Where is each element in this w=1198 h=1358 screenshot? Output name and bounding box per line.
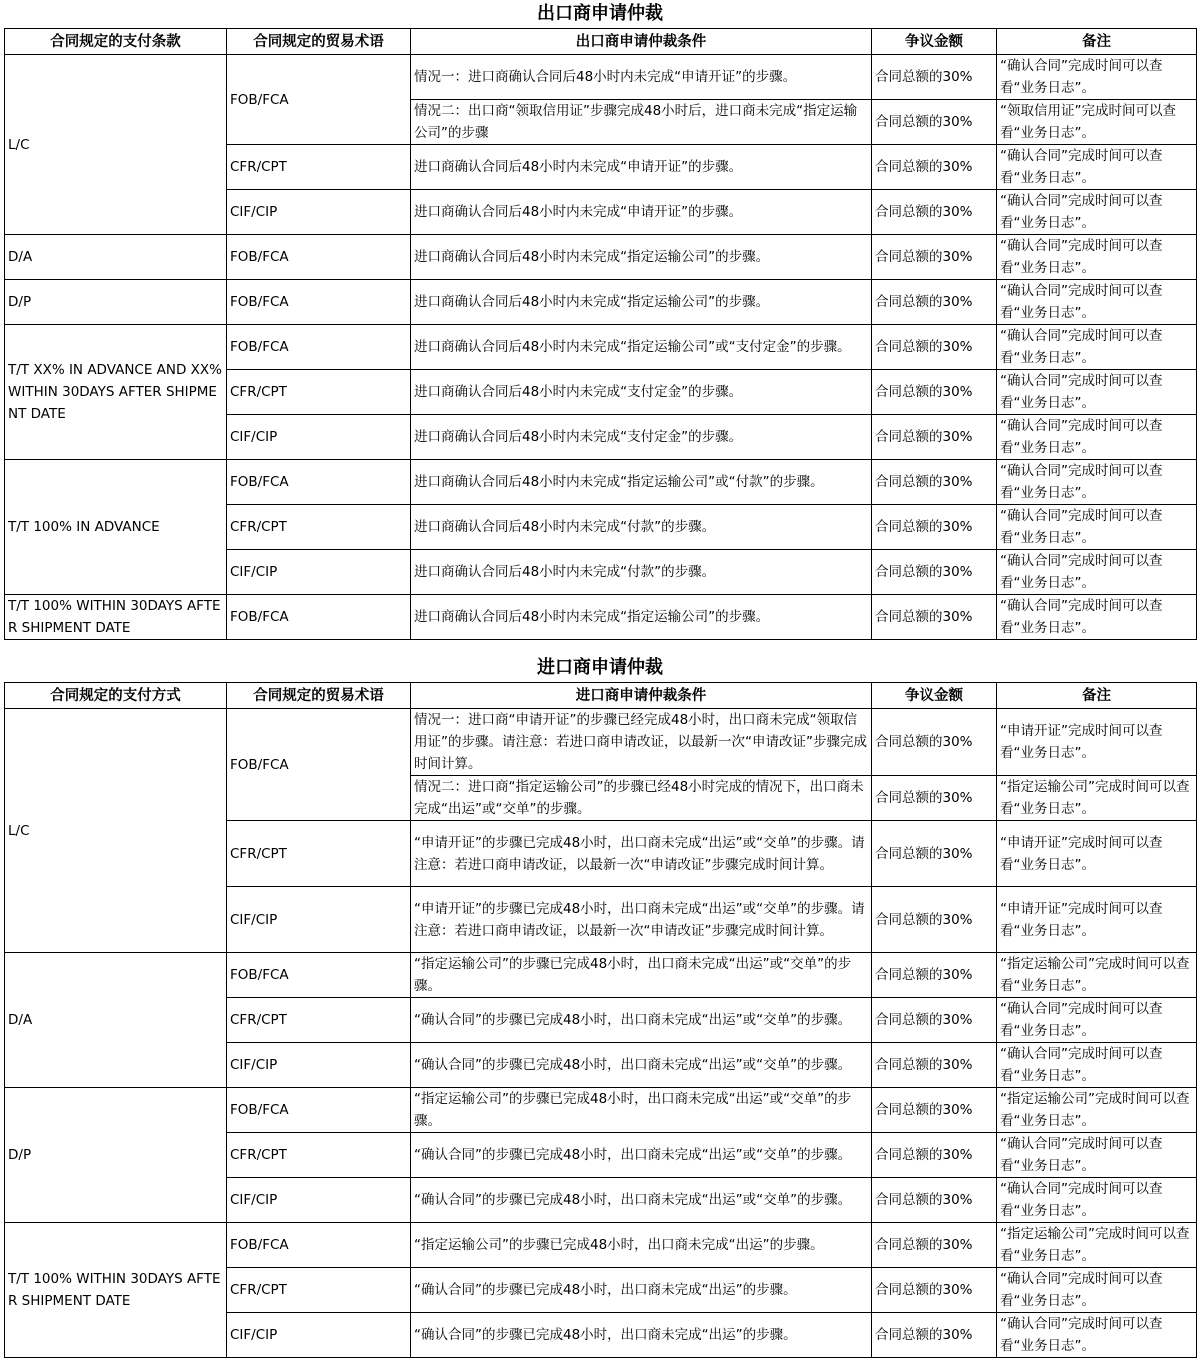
amount-cell: 合同总额的30% xyxy=(872,505,997,550)
import-section-title: 进口商申请仲裁 xyxy=(537,657,663,678)
amount-cell: 合同总额的30% xyxy=(872,887,997,953)
trade-term-cell: FOB/FCA xyxy=(227,460,411,505)
trade-term-cell: FOB/FCA xyxy=(227,709,411,821)
table-row xyxy=(5,325,1197,370)
condition-cell: 进口商确认合同后48小时内未完成“指定运输公司”的步骤。 xyxy=(411,235,872,280)
table-row xyxy=(5,709,1197,776)
table-row xyxy=(5,595,1197,640)
amount-cell: 合同总额的30% xyxy=(872,145,997,190)
amount-cell: 合同总额的30% xyxy=(872,55,997,100)
payment-cell: D/P xyxy=(5,1088,227,1223)
payment-cell: T/T 100% IN ADVANCE xyxy=(5,460,227,595)
condition-cell: “指定运输公司”的步骤已完成48小时，出口商未完成“出运”或“交单”的步骤。 xyxy=(411,953,872,998)
export-section-title: 出口商申请仲裁 xyxy=(537,3,663,24)
payment-cell: L/C xyxy=(5,55,227,235)
note-cell: “确认合同”完成时间可以查看“业务日志”。 xyxy=(997,280,1197,325)
amount-cell: 合同总额的30% xyxy=(872,1268,997,1313)
amount-cell: 合同总额的30% xyxy=(872,1043,997,1088)
amount-cell: 合同总额的30% xyxy=(872,821,997,887)
amount-cell: 合同总额的30% xyxy=(872,235,997,280)
trade-term-cell: CFR/CPT xyxy=(227,821,411,887)
note-cell: “确认合同”完成时间可以查看“业务日志”。 xyxy=(997,998,1197,1043)
payment-cell: D/A xyxy=(5,235,227,280)
amount-cell: 合同总额的30% xyxy=(872,460,997,505)
condition-cell: “确认合同”的步骤已完成48小时，出口商未完成“出运”或“交单”的步骤。 xyxy=(411,998,872,1043)
header-amount: 争议金额 xyxy=(872,683,997,709)
header-amount: 争议金额 xyxy=(872,29,997,55)
trade-term-cell: CFR/CPT xyxy=(227,1133,411,1178)
note-cell: “指定运输公司”完成时间可以查看“业务日志”。 xyxy=(997,1223,1197,1268)
trade-term-cell: CFR/CPT xyxy=(227,1268,411,1313)
condition-cell: “申请开证”的步骤已完成48小时，出口商未完成“出运”或“交单”的步骤。请注意：若进口商申请改证，以最新一次“申请改证”步骤完成时间计算。 xyxy=(411,887,872,953)
trade-term-cell: CIF/CIP xyxy=(227,1043,411,1088)
header-payment: 合同规定的支付条款 xyxy=(5,29,227,55)
amount-cell: 合同总额的30% xyxy=(872,550,997,595)
trade-term-cell: CIF/CIP xyxy=(227,887,411,953)
amount-cell: 合同总额的30% xyxy=(872,415,997,460)
note-cell: “指定运输公司”完成时间可以查看“业务日志”。 xyxy=(997,1088,1197,1133)
amount-cell: 合同总额的30% xyxy=(872,1313,997,1358)
note-cell: “确认合同”完成时间可以查看“业务日志”。 xyxy=(997,235,1197,280)
condition-cell: 进口商确认合同后48小时内未完成“支付定金”的步骤。 xyxy=(411,415,872,460)
header-payment: 合同规定的支付方式 xyxy=(5,683,227,709)
condition-cell: 进口商确认合同后48小时内未完成“支付定金”的步骤。 xyxy=(411,370,872,415)
trade-term-cell: FOB/FCA xyxy=(227,1088,411,1133)
condition-cell: 情况一：进口商“申请开证”的步骤已经完成48小时，出口商未完成“领取信用证”的步骤。请注意：若进口商申请改证，以最新一次“申请改证”步骤完成时间计算。 xyxy=(411,709,872,776)
amount-cell: 合同总额的30% xyxy=(872,280,997,325)
table-row xyxy=(5,460,1197,505)
header-trade-term: 合同规定的贸易术语 xyxy=(227,683,411,709)
table-row xyxy=(5,953,1197,998)
payment-cell: T/T 100% WITHIN 30DAYS AFTER SHIPMENT DATE xyxy=(5,595,227,640)
note-cell: “确认合同”完成时间可以查看“业务日志”。 xyxy=(997,1043,1197,1088)
condition-cell: “确认合同”的步骤已完成48小时，出口商未完成“出运”的步骤。 xyxy=(411,1268,872,1313)
condition-cell: “指定运输公司”的步骤已完成48小时，出口商未完成“出运”或“交单”的步骤。 xyxy=(411,1088,872,1133)
trade-term-cell: FOB/FCA xyxy=(227,1223,411,1268)
trade-term-cell: FOB/FCA xyxy=(227,55,411,145)
note-cell: “确认合同”完成时间可以查看“业务日志”。 xyxy=(997,595,1197,640)
payment-cell: D/P xyxy=(5,280,227,325)
amount-cell: 合同总额的30% xyxy=(872,325,997,370)
condition-cell: “确认合同”的步骤已完成48小时，出口商未完成“出运”或“交单”的步骤。 xyxy=(411,1133,872,1178)
trade-term-cell: FOB/FCA xyxy=(227,595,411,640)
trade-term-cell: CIF/CIP xyxy=(227,190,411,235)
amount-cell: 合同总额的30% xyxy=(872,953,997,998)
trade-term-cell: CIF/CIP xyxy=(227,1178,411,1223)
payment-cell: D/A xyxy=(5,953,227,1088)
note-cell: “确认合同”完成时间可以查看“业务日志”。 xyxy=(997,370,1197,415)
note-cell: “确认合同”完成时间可以查看“业务日志”。 xyxy=(997,550,1197,595)
note-cell: “确认合同”完成时间可以查看“业务日志”。 xyxy=(997,460,1197,505)
condition-cell: 进口商确认合同后48小时内未完成“申请开证”的步骤。 xyxy=(411,190,872,235)
note-cell: “领取信用证”完成时间可以查看“业务日志”。 xyxy=(997,100,1197,145)
amount-cell: 合同总额的30% xyxy=(872,595,997,640)
trade-term-cell: FOB/FCA xyxy=(227,280,411,325)
amount-cell: 合同总额的30% xyxy=(872,1223,997,1268)
amount-cell: 合同总额的30% xyxy=(872,998,997,1043)
condition-cell: 进口商确认合同后48小时内未完成“指定运输公司”或“支付定金”的步骤。 xyxy=(411,325,872,370)
amount-cell: 合同总额的30% xyxy=(872,370,997,415)
amount-cell: 合同总额的30% xyxy=(872,190,997,235)
import-arbitration-section xyxy=(4,654,1196,1358)
note-cell: “确认合同”完成时间可以查看“业务日志”。 xyxy=(997,1178,1197,1223)
condition-cell: 进口商确认合同后48小时内未完成“付款”的步骤。 xyxy=(411,505,872,550)
header-condition: 出口商申请仲裁条件 xyxy=(411,29,872,55)
table-header-row xyxy=(5,683,1197,709)
note-cell: “确认合同”完成时间可以查看“业务日志”。 xyxy=(997,55,1197,100)
header-condition: 进口商申请仲裁条件 xyxy=(411,683,872,709)
note-cell: “指定运输公司”完成时间可以查看“业务日志”。 xyxy=(997,953,1197,998)
table-row xyxy=(5,1223,1197,1268)
condition-cell: 进口商确认合同后48小时内未完成“付款”的步骤。 xyxy=(411,550,872,595)
import-arbitration-table xyxy=(4,682,1197,1358)
condition-cell: 情况二：出口商“领取信用证”步骤完成48小时后，进口商未完成“指定运输公司”的步骤 xyxy=(411,100,872,145)
amount-cell: 合同总额的30% xyxy=(872,709,997,776)
note-cell: “申请开证”完成时间可以查看“业务日志”。 xyxy=(997,821,1197,887)
amount-cell: 合同总额的30% xyxy=(872,1133,997,1178)
condition-cell: “确认合同”的步骤已完成48小时，出口商未完成“出运”或“交单”的步骤。 xyxy=(411,1043,872,1088)
note-cell: “确认合同”完成时间可以查看“业务日志”。 xyxy=(997,190,1197,235)
trade-term-cell: CIF/CIP xyxy=(227,415,411,460)
condition-cell: “指定运输公司”的步骤已完成48小时，出口商未完成“出运”的步骤。 xyxy=(411,1223,872,1268)
condition-cell: 进口商确认合同后48小时内未完成“指定运输公司”的步骤。 xyxy=(411,595,872,640)
payment-cell: T/T 100% WITHIN 30DAYS AFTER SHIPMENT DATE xyxy=(5,1223,227,1358)
note-cell: “确认合同”完成时间可以查看“业务日志”。 xyxy=(997,145,1197,190)
header-note: 备注 xyxy=(997,29,1197,55)
trade-term-cell: FOB/FCA xyxy=(227,325,411,370)
amount-cell: 合同总额的30% xyxy=(872,1088,997,1133)
condition-cell: 进口商确认合同后48小时内未完成“指定运输公司”或“付款”的步骤。 xyxy=(411,460,872,505)
note-cell: “指定运输公司”完成时间可以查看“业务日志”。 xyxy=(997,776,1197,821)
condition-cell: “确认合同”的步骤已完成48小时，出口商未完成“出运”的步骤。 xyxy=(411,1313,872,1358)
table-row xyxy=(5,55,1197,100)
note-cell: “申请开证”完成时间可以查看“业务日志”。 xyxy=(997,887,1197,953)
payment-cell: L/C xyxy=(5,709,227,953)
export-arbitration-section xyxy=(4,0,1196,640)
note-cell: “申请开证”完成时间可以查看“业务日志”。 xyxy=(997,709,1197,776)
condition-cell: 进口商确认合同后48小时内未完成“申请开证”的步骤。 xyxy=(411,145,872,190)
condition-cell: 情况一：进口商确认合同后48小时内未完成“申请开证”的步骤。 xyxy=(411,55,872,100)
trade-term-cell: CFR/CPT xyxy=(227,505,411,550)
table-header-row xyxy=(5,29,1197,55)
condition-cell: 情况二：进口商“指定运输公司”的步骤已经48小时完成的情况下，出口商未完成“出运”或“交单”的步骤。 xyxy=(411,776,872,821)
trade-term-cell: CFR/CPT xyxy=(227,998,411,1043)
header-trade-term: 合同规定的贸易术语 xyxy=(227,29,411,55)
trade-term-cell: FOB/FCA xyxy=(227,235,411,280)
note-cell: “确认合同”完成时间可以查看“业务日志”。 xyxy=(997,1313,1197,1358)
export-arbitration-table xyxy=(4,28,1197,640)
condition-cell: 进口商确认合同后48小时内未完成“指定运输公司”的步骤。 xyxy=(411,280,872,325)
header-note: 备注 xyxy=(997,683,1197,709)
amount-cell: 合同总额的30% xyxy=(872,776,997,821)
amount-cell: 合同总额的30% xyxy=(872,100,997,145)
note-cell: “确认合同”完成时间可以查看“业务日志”。 xyxy=(997,505,1197,550)
table-row xyxy=(5,1088,1197,1133)
condition-cell: “申请开证”的步骤已完成48小时，出口商未完成“出运”或“交单”的步骤。请注意：若进口商申请改证，以最新一次“申请改证”步骤完成时间计算。 xyxy=(411,821,872,887)
table-row xyxy=(5,235,1197,280)
trade-term-cell: CIF/CIP xyxy=(227,550,411,595)
trade-term-cell: CFR/CPT xyxy=(227,370,411,415)
payment-cell: T/T XX% IN ADVANCE AND XX% WITHIN 30DAYS AFTER SHIPMENT DATE xyxy=(5,325,227,460)
trade-term-cell: CIF/CIP xyxy=(227,1313,411,1358)
table-row xyxy=(5,280,1197,325)
condition-cell: “确认合同”的步骤已完成48小时，出口商未完成“出运”或“交单”的步骤。 xyxy=(411,1178,872,1223)
trade-term-cell: CFR/CPT xyxy=(227,145,411,190)
trade-term-cell: FOB/FCA xyxy=(227,953,411,998)
amount-cell: 合同总额的30% xyxy=(872,1178,997,1223)
note-cell: “确认合同”完成时间可以查看“业务日志”。 xyxy=(997,1268,1197,1313)
note-cell: “确认合同”完成时间可以查看“业务日志”。 xyxy=(997,325,1197,370)
note-cell: “确认合同”完成时间可以查看“业务日志”。 xyxy=(997,1133,1197,1178)
note-cell: “确认合同”完成时间可以查看“业务日志”。 xyxy=(997,415,1197,460)
